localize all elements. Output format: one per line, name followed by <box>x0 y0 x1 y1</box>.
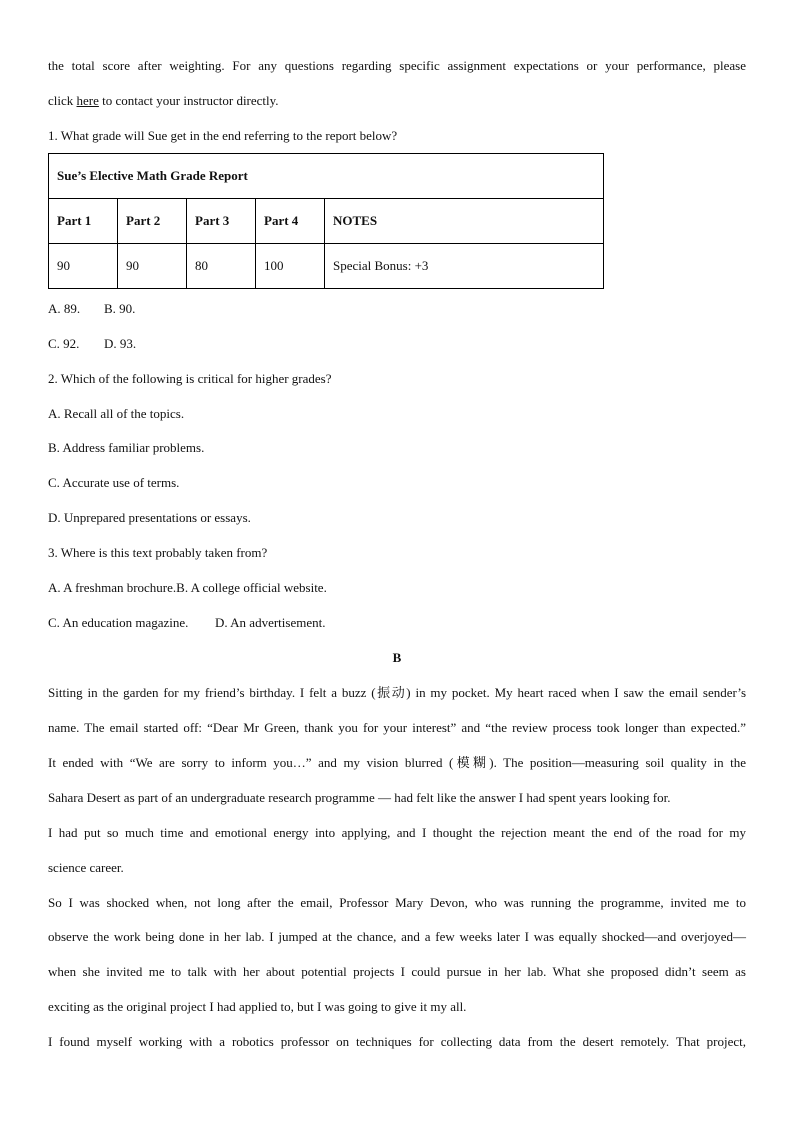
passage-line: I had put so much time and emotional energy into applying, and I thought the rejection meant the end of the road for my <box>48 825 746 840</box>
intro-line-2-start: click <box>48 93 77 108</box>
question-3-options-a-b: A. A freshman brochure.B. A college official website. <box>48 580 327 595</box>
header-part-3: Part 3 <box>187 199 256 244</box>
question-1-option-d: D. 93. <box>104 336 137 351</box>
question-1-option-a: A. 89. <box>48 301 81 316</box>
question-1-option-c: C. 92. <box>48 336 80 351</box>
intro-line-2-end: to contact your instructor directly. <box>98 93 279 108</box>
intro-line-2 <box>48 93 279 109</box>
header-part-2: Part 2 <box>118 199 187 244</box>
header-notes: NOTES <box>325 199 604 244</box>
contact-instructor-link[interactable]: here <box>76 93 99 108</box>
passage-line: observe the work being done in her lab. I jumped at the chance, and a few weeks later I was equally shocked—and overjoyed— <box>48 929 746 944</box>
grade-report-title: Sue’s Elective Math Grade Report <box>49 154 604 199</box>
header-part-4: Part 4 <box>256 199 325 244</box>
passage-line: when she invited me to talk with her about potential projects I could pursue in her lab. What she proposed didn’t seem as <box>48 964 746 979</box>
value-part-3: 80 <box>187 244 256 289</box>
value-part-4: 100 <box>256 244 325 289</box>
passage-line: It ended with “We are sorry to inform you…” and my vision blurred (模糊). The position—measuring soil quality in the <box>48 755 746 770</box>
question-1-option-b: B. 90. <box>104 301 136 316</box>
passage-line: science career. <box>48 860 124 875</box>
question-3-option-d: D. An advertisement. <box>215 615 326 630</box>
question-3-stem: 3. Where is this text probably taken from? <box>48 545 268 560</box>
section-b-heading: B <box>392 650 402 665</box>
question-1-stem: 1. What grade will Sue get in the end referring to the report below? <box>48 128 398 143</box>
question-2-option-a: A. Recall all of the topics. <box>48 406 185 421</box>
question-2-option-b: B. Address familiar problems. <box>48 440 205 455</box>
passage-line: exciting as the original project I had applied to, but I was going to give it my all. <box>48 999 467 1014</box>
passage-line: Sahara Desert as part of an undergraduate research programme — had felt like the answer I had spent years looking for. <box>48 790 671 805</box>
question-2-stem: 2. Which of the following is critical for higher grades? <box>48 371 332 386</box>
grade-report-table <box>48 153 604 289</box>
question-3-option-c: C. An education magazine. <box>48 615 189 630</box>
intro-line-1: the total score after weighting. For any questions regarding specific assignment expectations or your performance, please <box>48 58 746 73</box>
value-part-2: 90 <box>118 244 187 289</box>
passage-line: Sitting in the garden for my friend’s birthday. I felt a buzz (振动) in my pocket. My heart raced when I saw the email sender’s <box>48 685 746 700</box>
value-notes: Special Bonus: +3 <box>325 244 604 289</box>
header-part-1: Part 1 <box>49 199 118 244</box>
passage-line: So I was shocked when, not long after the email, Professor Mary Devon, who was running the programme, invited me to <box>48 895 746 910</box>
question-2-option-c: C. Accurate use of terms. <box>48 475 180 490</box>
value-part-1: 90 <box>49 244 118 289</box>
passage-line: name. The email started off: “Dear Mr Green, thank you for your interest” and “the review process took longer than expected.” <box>48 720 746 735</box>
passage-line: I found myself working with a robotics professor on techniques for collecting data from the desert remotely. That project, <box>48 1034 746 1049</box>
question-2-option-d: D. Unprepared presentations or essays. <box>48 510 251 525</box>
